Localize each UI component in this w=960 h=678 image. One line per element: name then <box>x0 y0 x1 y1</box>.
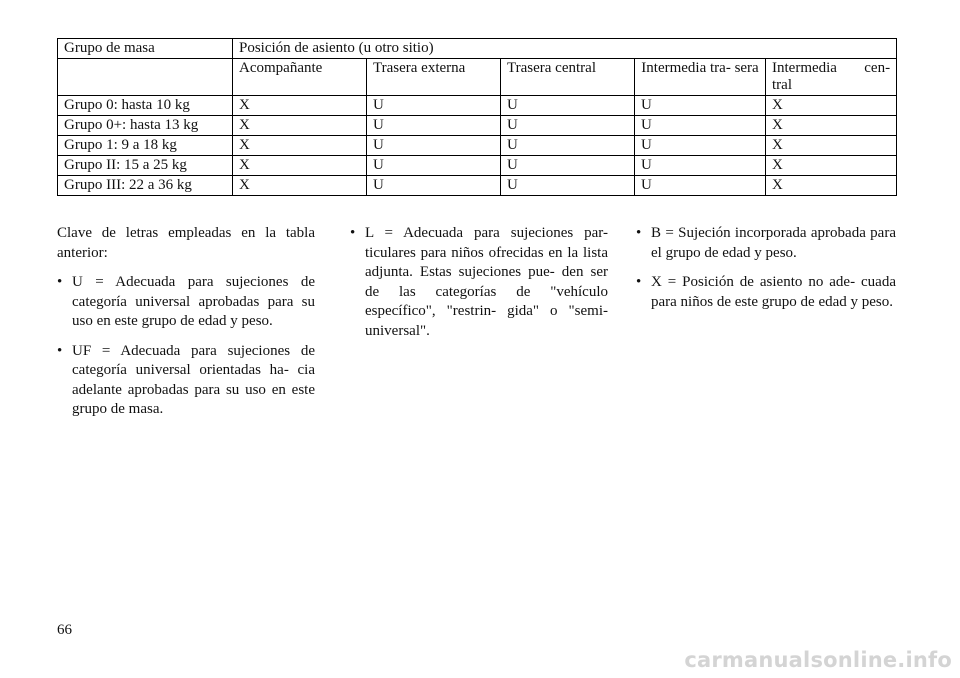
cell-value: X <box>233 156 367 176</box>
cell-value: X <box>233 116 367 136</box>
table-header-row <box>58 39 897 59</box>
cell-group: Grupo 0: hasta 10 kg <box>58 96 233 116</box>
cell-value: U <box>501 116 635 136</box>
list-item: • L = Adecuada para sujeciones par- ticulares para niños ofrecidas en la lista adjunta. Estas sujeciones pue- den ser de las categorías de "vehículo específico", "restrin- gida" o "semi-universal". <box>350 224 608 341</box>
table-subheader-row <box>58 59 897 96</box>
header-intermediate-rear: Intermedia tra- sera <box>635 59 766 96</box>
cell-value: U <box>635 96 766 116</box>
table-row <box>58 156 897 176</box>
header-seat-position: Posición de asiento (u otro sitio) <box>233 39 897 59</box>
text-column-3 <box>636 224 896 322</box>
table-row <box>58 116 897 136</box>
cell-value: U <box>501 136 635 156</box>
cell-value: X <box>766 156 897 176</box>
cell-value: U <box>635 136 766 156</box>
header-rear-center: Trasera central <box>501 59 635 96</box>
cell-value: U <box>635 156 766 176</box>
text-column-2 <box>350 224 608 351</box>
key-intro: Clave de letras empleadas en la tabla anterior: <box>57 225 315 261</box>
key-list <box>57 273 315 420</box>
cell-group: Grupo 0+: hasta 13 kg <box>58 116 233 136</box>
cell-value: U <box>367 96 501 116</box>
cell-value: U <box>367 156 501 176</box>
list-item: • U = Adecuada para sujeciones de categoría universal aprobadas para su uso en este grupo de edad y peso. <box>57 273 315 332</box>
key-list <box>350 224 608 341</box>
table-row <box>58 176 897 196</box>
cell-value: X <box>233 136 367 156</box>
cell-value: X <box>233 176 367 196</box>
header-passenger: Acompañante <box>233 59 367 96</box>
text-column-1 <box>57 224 315 430</box>
cell-value: X <box>766 136 897 156</box>
cell-group: Grupo II: 15 a 25 kg <box>58 156 233 176</box>
header-empty-cell <box>58 59 233 96</box>
cell-group: Grupo III: 22 a 36 kg <box>58 176 233 196</box>
cell-group: Grupo 1: 9 a 18 kg <box>58 136 233 156</box>
cell-value: X <box>766 176 897 196</box>
cell-value: U <box>367 176 501 196</box>
header-mass-group: Grupo de masa <box>58 39 233 59</box>
cell-value: U <box>635 176 766 196</box>
seating-position-table <box>57 38 897 196</box>
list-item: • X = Posición de asiento no ade- cuada para niños de este grupo de edad y peso. <box>636 273 896 312</box>
list-item: • B = Sujeción incorporada aprobada para el grupo de edad y peso. <box>636 224 896 263</box>
cell-value: U <box>635 116 766 136</box>
header-intermediate-center: Intermedia cen- tral <box>766 59 897 96</box>
watermark-logo: carmanualsonline.info <box>684 648 952 672</box>
cell-value: U <box>367 116 501 136</box>
table-row <box>58 96 897 116</box>
table-row <box>58 136 897 156</box>
cell-value: U <box>501 156 635 176</box>
list-item: • UF = Adecuada para sujeciones de categoría universal orientadas ha- cia adelante aprobadas para su uso en este grupo de masa. <box>57 342 315 420</box>
cell-value: U <box>501 176 635 196</box>
cell-value: X <box>233 96 367 116</box>
cell-value: X <box>766 96 897 116</box>
cell-value: U <box>367 136 501 156</box>
header-rear-outer: Trasera externa <box>367 59 501 96</box>
cell-value: X <box>766 116 897 136</box>
page-number: 66 <box>57 622 72 638</box>
cell-value: U <box>501 96 635 116</box>
key-list <box>636 224 896 312</box>
